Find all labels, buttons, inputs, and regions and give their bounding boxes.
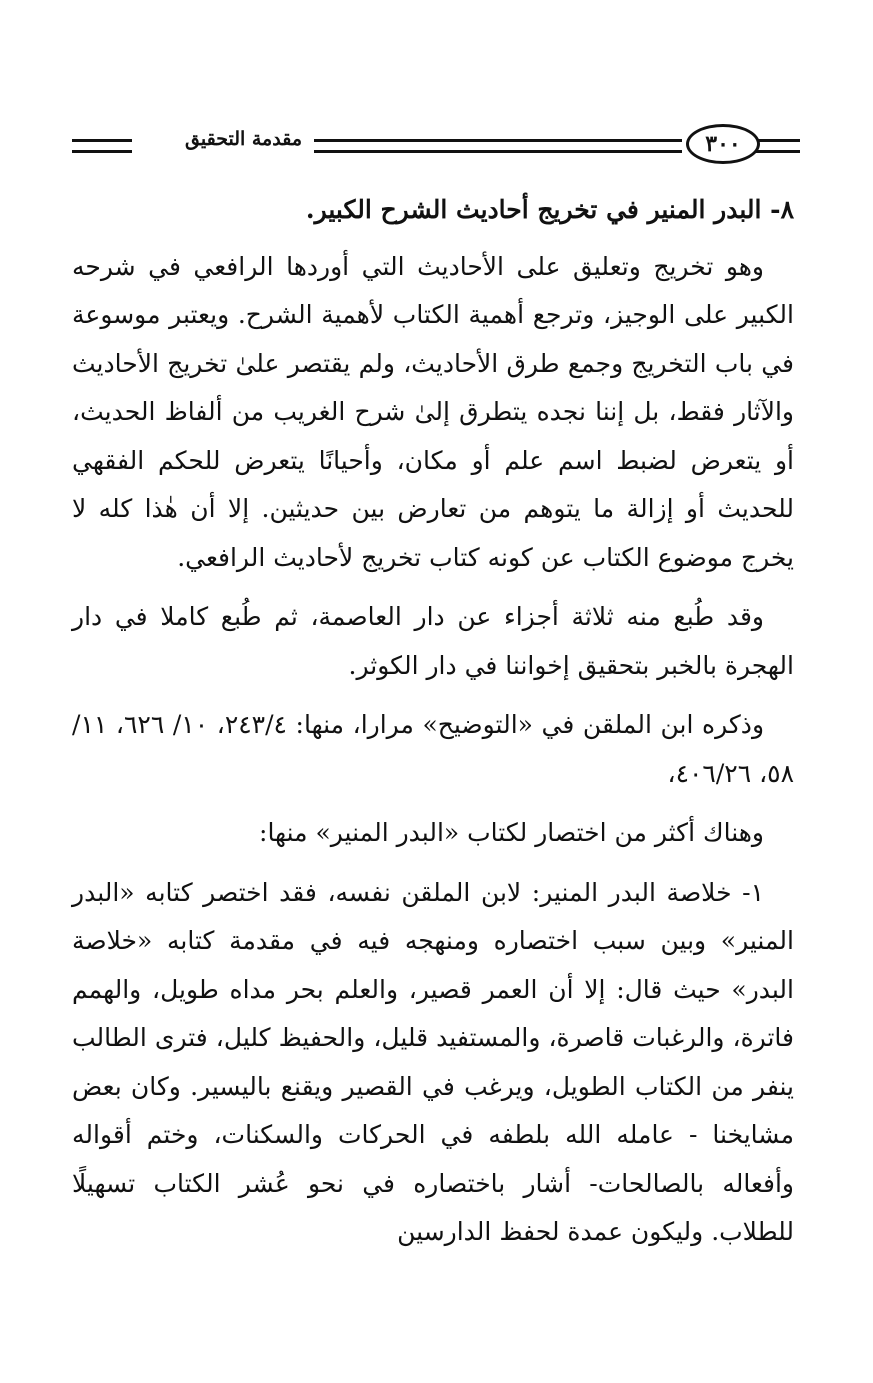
paragraph-description: وهو تخريج وتعليق على الأحاديث التي أوردها الرافعي في شرحه الكبير على الوجيز، وترجع أهمية الكتاب لأهمية الشرح. ويعتبر موسوعة في باب التخريج وجمع طرق الأحاديث، ولم يقتصر علىٰ تخريج الأحاديث والآثار فقط، بل إننا نجده يتطرق إلىٰ شرح الغريب من ألفاظ الحديث، أو يتعرض لضبط اسم علم أو مكان، وأحيانًا يتعرض للحكم الفقهي للحديث أو إزالة ما يتوهم من تعارض بين حديثين. إلا أن هٰذا كله لا يخرج موضوع الكتاب عن كونه كتاب تخريج لأحاديث الرافعي. bbox=[72, 251, 794, 572]
paragraph-abridgements-intro: وهناك أكثر من اختصار لكتاب «البدر المنير» منها: bbox=[259, 818, 764, 847]
section-title: مقدمة التحقيق bbox=[185, 128, 302, 150]
paragraph-editions: وقد طُبع منه ثلاثة أجزاء عن دار العاصمة، ثم طُبع كاملا في دار الهجرة بالخبر بتحقيق إخواننا في دار الكوثر. bbox=[72, 602, 794, 680]
paragraph-references: وذكره ابن الملقن في «التوضيح» مرارا، منها: ٢٤٣/٤، ١٠/ ٦٢٦، ١١/ ٥٨، ٤٠٦/٢٦، bbox=[72, 710, 794, 788]
header-rule-long bbox=[314, 139, 682, 153]
item-heading: ٨- البدر المنير في تخريج أحاديث الشرح الكبير. bbox=[305, 195, 794, 224]
paragraph-khulasa: ١- خلاصة البدر المنير: لابن الملقن نفسه، فقد اختصر كتابه «البدر المنير» وبين سبب اختصاره ومنهجه فيه في مقدمة كتابه «خلاصة البدر» حيث قال: إلا أن العمر قصير، والعلم بحر مداه طويل، والهمم فاترة، والرغبات قاصرة، والمستفيد قليل، والحفيظ كليل، فترى الطالب ينفر من الكتاب الطويل، ويرغب في القصير ويقنع باليسير. وكان بعض مشايخنا - عامله الله بلطفه في الحركات والسكنات، وختم أقواله وأفعاله بالصالحات- أشار باختصاره في نحو عُشر الكتاب تسهيلًا للطلاب. وليكون عمدة لحفظ الدارسين bbox=[72, 877, 794, 1246]
page-number: ٣٠٠ bbox=[686, 124, 760, 164]
ornament-line bbox=[756, 139, 800, 153]
page-header bbox=[72, 122, 800, 172]
header-rule-short bbox=[72, 139, 132, 153]
page-body bbox=[72, 186, 794, 1268]
